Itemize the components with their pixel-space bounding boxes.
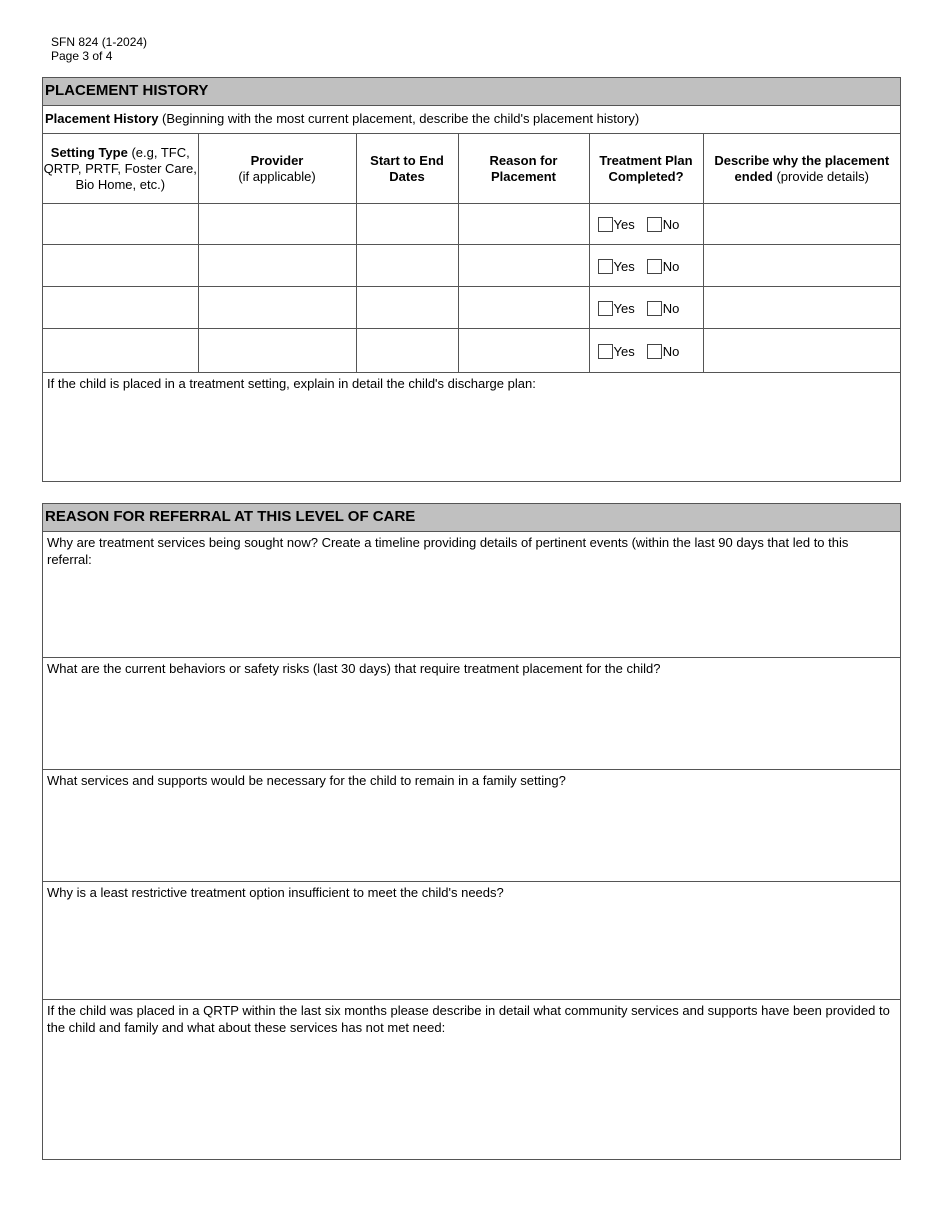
col-setting-type: Setting Type (e.g, TFC, QRTP, PRTF, Foster Care, Bio Home, etc.) <box>43 134 198 204</box>
placement-history-intro <box>43 106 900 134</box>
services-field[interactable] <box>43 770 900 882</box>
no-checkbox[interactable] <box>647 301 662 316</box>
page-number: Page 3 of 4 <box>51 49 113 63</box>
reason-input[interactable] <box>458 204 589 245</box>
why-now-field[interactable] <box>43 532 900 658</box>
qrtp-services-prompt: If the child was placed in a QRTP within the last six months please describe in detail what community services and supports have been provided to the child and family and what about these services has not met need: <box>47 1003 890 1035</box>
yes-label: Yes <box>613 258 635 274</box>
placement-ended-input[interactable] <box>703 245 900 287</box>
col-treatment-plan: Treatment Plan Completed? <box>589 134 703 204</box>
dates-input[interactable] <box>356 329 458 373</box>
referral-section <box>42 503 901 1160</box>
no-label: No <box>662 343 680 359</box>
least-restrictive-prompt: Why is a least restrictive treatment option insufficient to meet the child's needs? <box>47 885 504 900</box>
discharge-plan-field[interactable] <box>43 373 900 483</box>
yes-label: Yes <box>613 343 635 359</box>
setting-type-input[interactable] <box>43 204 198 245</box>
placement-history-table <box>43 134 900 373</box>
provider-input[interactable] <box>198 204 356 245</box>
treatment-plan-cell <box>589 245 703 287</box>
no-label: No <box>662 217 680 233</box>
table-row <box>43 245 900 287</box>
yes-checkbox[interactable] <box>598 301 613 316</box>
yes-checkbox[interactable] <box>598 217 613 232</box>
yes-label: Yes <box>613 300 635 316</box>
provider-input[interactable] <box>198 329 356 373</box>
reason-input[interactable] <box>458 329 589 373</box>
no-checkbox[interactable] <box>647 217 662 232</box>
treatment-plan-cell <box>589 329 703 373</box>
yes-label: Yes <box>613 217 635 233</box>
reason-input[interactable] <box>458 287 589 329</box>
least-restrictive-field[interactable] <box>43 882 900 1000</box>
placement-history-intro-label: Placement History <box>45 111 159 126</box>
placement-history-intro-text: (Beginning with the most current placement, describe the child's placement history) <box>158 111 640 126</box>
placement-history-section <box>42 77 901 482</box>
col-provider: Provider (if applicable) <box>198 134 356 204</box>
discharge-plan-prompt: If the child is placed in a treatment setting, explain in detail the child's discharge plan: <box>47 376 536 391</box>
behaviors-field[interactable] <box>43 658 900 770</box>
placement-ended-input[interactable] <box>703 329 900 373</box>
provider-input[interactable] <box>198 287 356 329</box>
setting-type-input[interactable] <box>43 287 198 329</box>
col-placement-ended: Describe why the placement ended (provide details) <box>703 134 900 204</box>
table-row <box>43 329 900 373</box>
services-prompt: What services and supports would be necessary for the child to remain in a family setting? <box>47 773 566 788</box>
yes-checkbox[interactable] <box>598 344 613 359</box>
treatment-plan-cell <box>589 204 703 245</box>
col-dates: Start to End Dates <box>356 134 458 204</box>
no-label: No <box>662 300 680 316</box>
no-checkbox[interactable] <box>647 259 662 274</box>
no-checkbox[interactable] <box>647 344 662 359</box>
setting-type-input[interactable] <box>43 329 198 373</box>
no-label: No <box>662 258 680 274</box>
behaviors-prompt: What are the current behaviors or safety risks (last 30 days) that require treatment placement for the child? <box>47 661 661 676</box>
setting-type-input[interactable] <box>43 245 198 287</box>
yes-checkbox[interactable] <box>598 259 613 274</box>
table-row <box>43 287 900 329</box>
reason-input[interactable] <box>458 245 589 287</box>
why-now-prompt: Why are treatment services being sought now? Create a timeline providing details of pertinent events (within the last 90 days that led to this referral: <box>47 535 849 567</box>
referral-title: REASON FOR REFERRAL AT THIS LEVEL OF CARE <box>43 504 900 532</box>
dates-input[interactable] <box>356 245 458 287</box>
placement-ended-input[interactable] <box>703 204 900 245</box>
col-reason: Reason for Placement <box>458 134 589 204</box>
dates-input[interactable] <box>356 204 458 245</box>
qrtp-services-field[interactable] <box>43 1000 900 1160</box>
form-header <box>51 35 147 63</box>
placement-history-title: PLACEMENT HISTORY <box>43 78 900 106</box>
provider-input[interactable] <box>198 245 356 287</box>
table-row <box>43 204 900 245</box>
dates-input[interactable] <box>356 287 458 329</box>
form-id: SFN 824 (1-2024) <box>51 35 148 49</box>
table-header-row <box>43 134 900 204</box>
treatment-plan-cell <box>589 287 703 329</box>
placement-ended-input[interactable] <box>703 287 900 329</box>
